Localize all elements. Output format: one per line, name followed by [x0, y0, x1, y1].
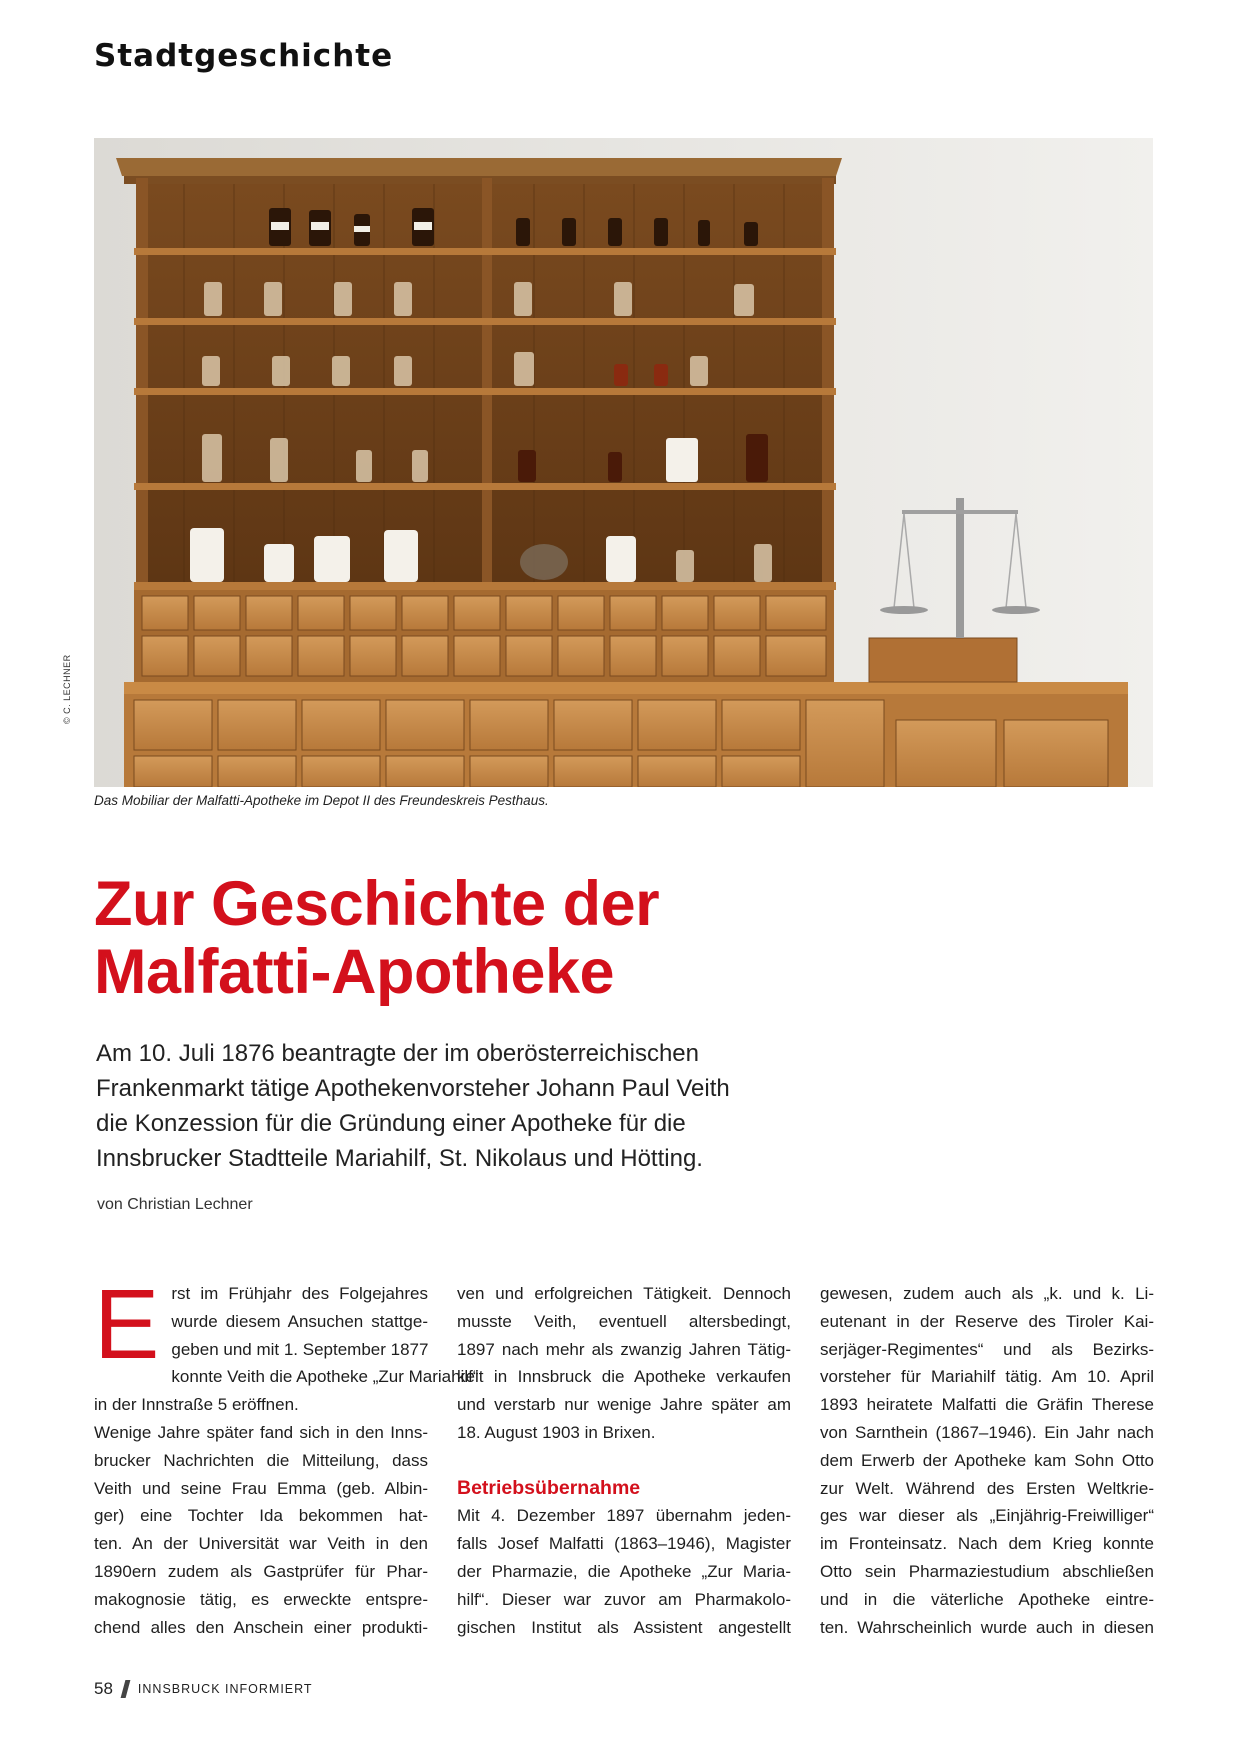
body-line: ten. Wahrscheinlich wurde auch in diesen — [820, 1617, 1154, 1637]
body-line: dem Erwerb der Apotheke kam Sohn Otto — [820, 1450, 1154, 1470]
lead-line: Am 10. Juli 1876 beantragte der im oberösterreichischen — [96, 1040, 699, 1067]
page-footer — [94, 1679, 313, 1699]
body-line: chend alles den Anschein einer produkti- — [94, 1617, 428, 1637]
body-line: geben und mit 1. September 1877 — [171, 1339, 429, 1359]
body-line: ten. An der Universität war Veith in den — [94, 1534, 428, 1554]
lead-line: Innsbrucker Stadtteile Mariahilf, St. Nikolaus und Hötting. — [96, 1145, 703, 1172]
body-line: musste Veith, eventuell altersbedingt, — [457, 1311, 791, 1331]
body-line: im Fronteinsatz. Nach dem Krieg konnte — [820, 1534, 1154, 1554]
body-line: und in die väterliche Apotheke eintre- — [820, 1589, 1154, 1609]
photo-credit: © C. LECHNER — [62, 654, 72, 724]
body-line: ven und erfolgreichen Tätigkeit. Dennoch — [457, 1284, 791, 1303]
body-line: 1897 nach mehr als zwanzig Jahren Tätig- — [457, 1339, 791, 1359]
headline-line: Malfatti-Apotheke — [94, 937, 615, 1007]
byline: von Christian Lechner — [97, 1196, 253, 1213]
body-line: in der Innstraße 5 eröffnen. — [94, 1395, 299, 1415]
body-line: von Sarnthein (1867–1946). Ein Jahr nach — [820, 1422, 1154, 1442]
body-line: serjäger-Regimentes“ und als Bezirks- — [820, 1339, 1154, 1359]
body-line: keit in Innsbruck die Apotheke verkaufen — [457, 1367, 791, 1387]
body-line: 1890ern zudem als Gastprüfer für Phar- — [94, 1561, 428, 1581]
body-line: 18. August 1903 in Brixen. — [457, 1422, 656, 1442]
body-line: Wenige Jahre später fand sich in den Inns- — [94, 1422, 428, 1442]
body-line: Veith und seine Frau Emma (geb. Albin- — [94, 1478, 428, 1498]
body-line: gewesen, zudem auch als „k. und k. Li- — [820, 1284, 1154, 1303]
body-line: und verstarb nur wenige Jahre später am — [457, 1395, 791, 1415]
lead-line: Frankenmarkt tätige Apothekenvorsteher Johann Paul Veith — [96, 1075, 730, 1102]
body-line: hilf“. Dieser war zuvor am Pharmakolo- — [457, 1589, 791, 1609]
slash-divider — [121, 1680, 131, 1698]
body-line: Otto sein Pharmaziestudium abschließen — [820, 1561, 1154, 1581]
body-line: der Pharmazie, die Apotheke „Zur Maria- — [457, 1561, 791, 1581]
body-line: falls Josef Malfatti (1863–1946), Magister — [457, 1534, 791, 1554]
body-line: wurde diesem Ansuchen stattge- — [171, 1311, 428, 1331]
lead-line: die Konzession für die Gründung einer Apotheke für die — [96, 1110, 686, 1137]
publication-name: INNSBRUCK INFORMIERT — [137, 1682, 313, 1696]
body-line: ges war dieser als „Einjährig-Freiwilliger“ — [820, 1506, 1154, 1526]
text-column-2 — [457, 1280, 791, 1641]
body-line: eutenant in der Reserve des Tiroler Kai- — [820, 1311, 1154, 1331]
body-line: brucker Nachrichten die Mitteilung, dass — [94, 1450, 428, 1470]
text-column-3 — [820, 1280, 1154, 1641]
body-line: 1893 heiratete Malfatti die Gräfin Therese — [820, 1395, 1154, 1415]
pharmacy-cabinet-photo — [94, 138, 1153, 787]
body-line: konnte Veith die Apotheke „Zur Mariahilf“ — [171, 1367, 479, 1387]
body-line: vorsteher für Mariahilf tätig. Am 10. April — [820, 1367, 1154, 1387]
page-number: 58 — [94, 1679, 113, 1698]
section-subheading: Betriebsübernahme — [457, 1476, 641, 1499]
article-lead — [96, 1036, 776, 1176]
text-column-1 — [94, 1269, 479, 1641]
body-line: Mit 4. Dezember 1897 übernahm jeden- — [457, 1506, 791, 1526]
body-line: makognosie tätig, es erweckte entspre- — [94, 1589, 428, 1609]
headline-line: Zur Geschichte der — [94, 869, 660, 939]
article-headline — [94, 870, 659, 1006]
body-line: rst im Frühjahr des Folgejahres — [171, 1284, 428, 1303]
photo-caption: Das Mobiliar der Malfatti-Apotheke im Depot II des Freundeskreis Pesthaus. — [94, 793, 549, 808]
body-line: ger) eine Tochter Ida bekommen hat- — [94, 1506, 428, 1526]
body-line: gischen Institut als Assistent angestellt — [457, 1617, 791, 1637]
section-label: Stadtgeschichte — [94, 38, 394, 74]
body-line: zur Welt. Während des Ersten Weltkrie- — [820, 1478, 1154, 1498]
drop-cap: E — [94, 1269, 160, 1379]
